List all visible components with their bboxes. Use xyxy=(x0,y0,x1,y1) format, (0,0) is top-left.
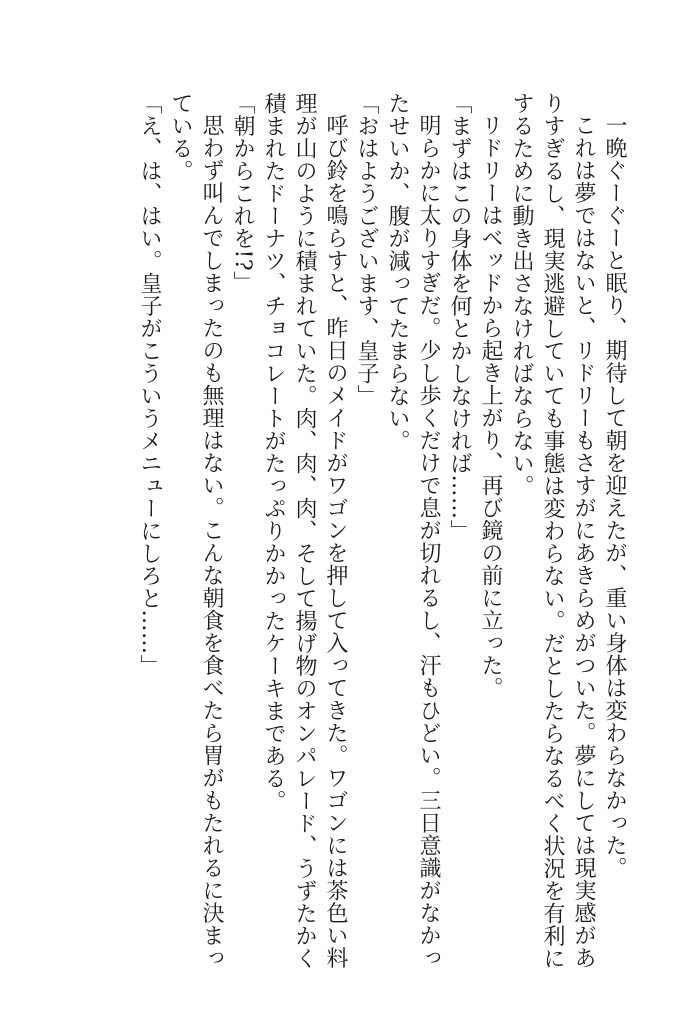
dialogue-3: 「朝からこれを!?」 xyxy=(230,92,255,294)
paragraph-4: 明らかに太りすぎだ。少し歩くだけで息が切れるし、汗もひどい。三日意識がなかったせいか、腹が減ってたまらない。 xyxy=(385,92,441,969)
paragraph-2: これは夢ではないと、リドリーもさすがにあきらめがついた。夢にしては現実感がありすぎるし、現実逃避していても事態は変わらない。だとしたらなるべく状況を有利にするために動き出さなければならない。 xyxy=(509,92,596,970)
paragraph-1: 一晩ぐーぐーと眠り、期待して朝を迎えたが、重い身体は変わらなかった。 xyxy=(602,114,627,879)
paragraph-6: 思わず叫んでしまったのも無理はない。こんな朝食を食べたら胃がもたれるに決まっている。 xyxy=(168,92,224,969)
dialogue-2: 「おはようございます、皇子」 xyxy=(354,92,379,407)
vertical-text-body xyxy=(50,92,630,982)
dialogue-1: 「まずはこの身体を何とかしなければ……」 xyxy=(447,92,472,542)
paragraph-3: リドリーはベッドから起き上がり、再び鏡の前に立った。 xyxy=(478,114,503,699)
dialogue-4: 「え、は、はい。皇子がこういうメニューにしろと……」 xyxy=(137,92,162,677)
paragraph-5: 呼び鈴を鳴らすと、昨日のメイドがワゴンを押して入ってきた。ワゴンには茶色い料理が山のように積まれていた。肉、肉、肉、そして揚げ物のオンパレード、うずたかく積まれたドーナツ、チョコレートがたっぷりかかったケーキまである。 xyxy=(261,92,348,970)
